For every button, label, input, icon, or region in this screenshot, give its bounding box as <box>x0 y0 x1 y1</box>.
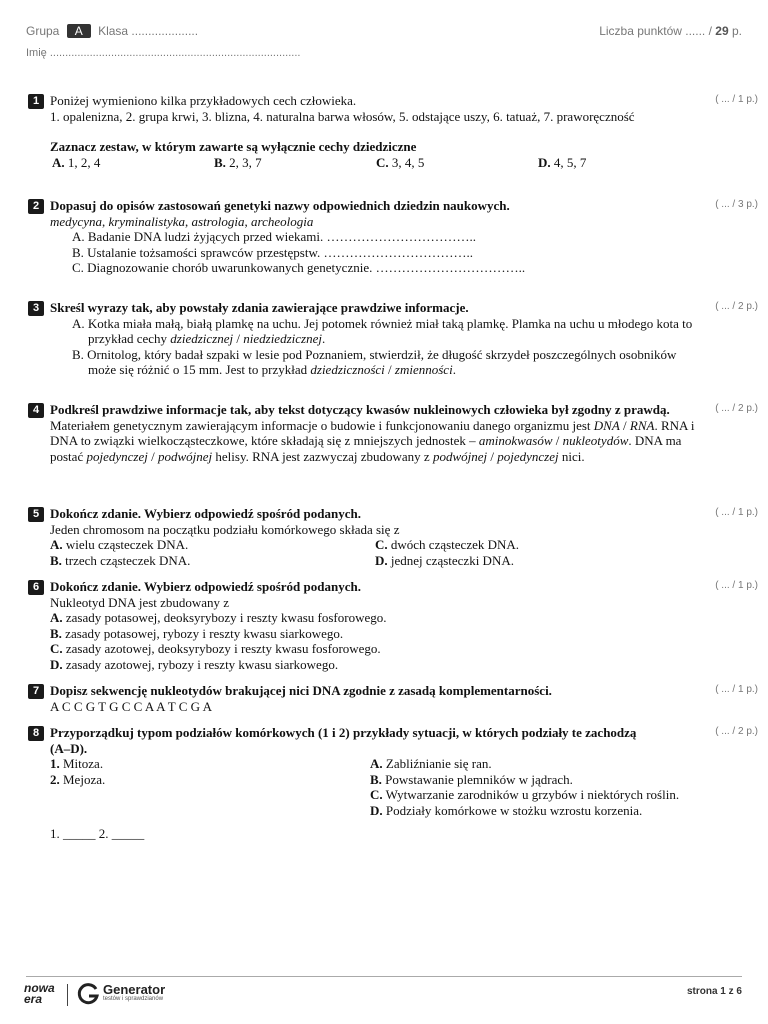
q1-intro: Poniżej wymieniono kilka przykładowych cech człowieka. <box>50 93 357 108</box>
option-a[interactable]: A. 1, 2, 4 <box>52 154 101 170</box>
q2-points: ( ... / 3 p.) <box>715 199 758 210</box>
type-2: 2. Mejoza. <box>50 771 106 787</box>
situation-d: D. Podziały komórkowe w stożku wzrostu korzenia. <box>370 802 643 818</box>
option-a[interactable]: A. wielu cząsteczek DNA. <box>50 537 189 552</box>
q8-columns <box>50 756 700 818</box>
option-c[interactable]: C. dwóch cząsteczek DNA. <box>375 537 520 552</box>
situation-a: A. Zabliźnianie się ran. <box>370 756 492 771</box>
imie-label: Imię .................................................................................. <box>26 47 301 59</box>
option-d[interactable]: D. jednej cząsteczki DNA. <box>375 552 514 568</box>
generator-icon <box>76 982 100 1011</box>
q5-points: ( ... / 1 p.) <box>715 507 758 518</box>
q6-points: ( ... / 1 p.) <box>715 580 758 591</box>
points-max: 29 <box>715 24 729 38</box>
question-number: 5 <box>28 507 44 522</box>
option-c[interactable]: C. 3, 4, 5 <box>376 154 425 170</box>
q8-answer-line[interactable]: 1. _____ 2. _____ <box>50 826 145 841</box>
q4-points: ( ... / 2 p.) <box>715 403 758 414</box>
option-a[interactable]: A. zasady potasowej, deoksyrybozy i reszty kwasu fosforowego. <box>50 610 387 625</box>
situation-c: C. Wytwarzanie zarodników u grzybów i niektórych roślin. <box>370 787 680 802</box>
question-8 <box>28 725 700 842</box>
q5-task: Dokończ zdanie. Wybierz odpowiedź spośród podanych. <box>50 506 361 521</box>
q5-stem: Jeden chromosom na początku podziału komórkowego składa się z <box>50 521 400 537</box>
option-d[interactable]: D. zasady azotowej, rybozy i reszty kwasu siarkowego. <box>50 656 339 672</box>
question-number: 1 <box>28 94 44 109</box>
q2-item-b[interactable]: B. Ustalanie tożsamości sprawców przestępstw. …………………………….. <box>72 244 474 260</box>
question-number: 2 <box>28 199 44 214</box>
q1-options <box>52 155 700 171</box>
option-d[interactable]: D. 4, 5, 7 <box>538 154 587 170</box>
q7-task: Dopisz sekwencję nukleotydów brakującej nici DNA zgodnie z zasadą komplementarności. <box>50 683 552 698</box>
q4-task: Podkreśl prawdziwe informacje tak, aby tekst dotyczący kwasów nukleinowych człowieka był zgodny z prawdą. <box>50 402 670 417</box>
question-4 <box>28 402 700 464</box>
q8-task: Przyporządkuj typom podziałów komórkowych (1 i 2) przykłady sytuacji, w których podziały te zachodzą (A–D). <box>50 725 637 756</box>
nowa-era-logo: nowa era <box>24 981 55 1006</box>
q3-task: Skreśl wyrazy tak, aby powstały zdania zawierające prawdziwe informacje. <box>50 300 469 315</box>
q1-points: ( ... / 1 p.) <box>715 94 758 105</box>
q7-points: ( ... / 1 p.) <box>715 684 758 695</box>
q8-situations <box>370 756 680 818</box>
q1-task: Zaznacz zestaw, w którym zawarte są wyłącznie cechy dziedziczne <box>50 139 417 154</box>
situation-b: B. Powstawanie plemników w jądrach. <box>370 771 573 787</box>
question-number: 7 <box>28 684 44 699</box>
q5-options-row-1 <box>50 537 700 553</box>
generator-logo-subtitle: testów i sprawdzianów <box>103 996 164 1002</box>
page-number: strona 1 z 6 <box>686 986 742 997</box>
option-b[interactable]: B. zasady potasowej, rybozy i reszty kwasu siarkowego. <box>50 625 344 641</box>
question-6 <box>28 579 700 672</box>
q2-item-c[interactable]: C. Diagnozowanie chorób uwarunkowanych genetycznie. …………………………….. <box>72 260 526 275</box>
q2-item-a[interactable]: A. Badanie DNA ludzi żyjących przed wiekami. …………………………….. <box>72 229 476 244</box>
q8-types <box>50 756 370 818</box>
question-number: 3 <box>28 301 44 316</box>
points-unit: p. <box>731 24 742 38</box>
q6-stem: Nukleotyd DNA jest zbudowany z <box>50 594 230 610</box>
logo-divider <box>67 984 68 1006</box>
grupa-label: Grupa <box>26 24 60 38</box>
q5-options-row-2 <box>50 553 700 569</box>
type-1: 1. Mitoza. <box>50 756 104 771</box>
header-group-class <box>26 24 198 38</box>
q2-fields: medycyna, kryminalistyka, astrologia, archeologia <box>50 213 314 229</box>
question-number: 6 <box>28 580 44 595</box>
question-7 <box>28 683 700 714</box>
q1-list: 1. opalenizna, 2. grupa krwi, 3. blizna, 4. naturalna barwa włosów, 5. odstające uszy, 6. tatuaż, 7. praworęczność <box>50 108 635 124</box>
q3-item-b[interactable]: B. Ornitolog, który badał szpaki w lesie pod Poznaniem, stwierdził, że długość skrzydeł poszczególnych osobników może się różnić o 15 mm. Jest to przykład dziedziczności / zmienności. <box>72 346 677 377</box>
question-1 <box>28 93 700 170</box>
question-number: 4 <box>28 403 44 418</box>
question-2 <box>28 198 700 276</box>
q8-points: ( ... / 2 p.) <box>715 726 758 737</box>
option-c[interactable]: C. zasady azotowej, deoksyrybozy i reszty kwasu fosforowego. <box>50 641 381 656</box>
q2-task: Dopasuj do opisów zastosowań genetyki nazwy odpowiednich dziedzin naukowych. <box>50 198 510 213</box>
q7-sequence: A C C G T G C C A A T C G A <box>50 698 212 714</box>
points-total <box>599 24 742 38</box>
points-label: Liczba punktów ...... / <box>599 24 712 38</box>
option-b[interactable]: B. 2, 3, 7 <box>214 154 262 170</box>
question-3 <box>28 300 700 378</box>
generator-logo-text: Generator <box>103 982 166 997</box>
footer-divider <box>26 976 742 977</box>
question-number: 8 <box>28 726 44 741</box>
q6-task: Dokończ zdanie. Wybierz odpowiedź spośród podanych. <box>50 579 361 594</box>
klasa-label: Klasa .................... <box>98 24 199 38</box>
question-5 <box>28 506 700 568</box>
q4-text[interactable]: Materiałem genetycznym zawierającym informacje o budowie i funkcjonowaniu danego organizmu jest DNA / RNA. RNA i DNA to związki wielkocząsteczkowe, które składają się z mniejszych jednostek – aminokwasów / nukleotydów. DNA ma postać pojedynczej / podwójnej helisy. RNA jest zazwyczaj zbudowany z podwójnej / pojedynczej nici. <box>50 417 695 464</box>
option-b[interactable]: B. trzech cząsteczek DNA. <box>50 552 191 568</box>
q3-points: ( ... / 2 p.) <box>715 301 758 312</box>
q3-item-a[interactable]: A. Kotka miała małą, białą plamkę na uchu. Jej potomek również miał taką plamkę. Plamka na uchu u młodego kota to przykład cechy dziedzicznej / niedziedzicznej. <box>72 315 693 346</box>
grupa-badge: A <box>67 24 91 38</box>
